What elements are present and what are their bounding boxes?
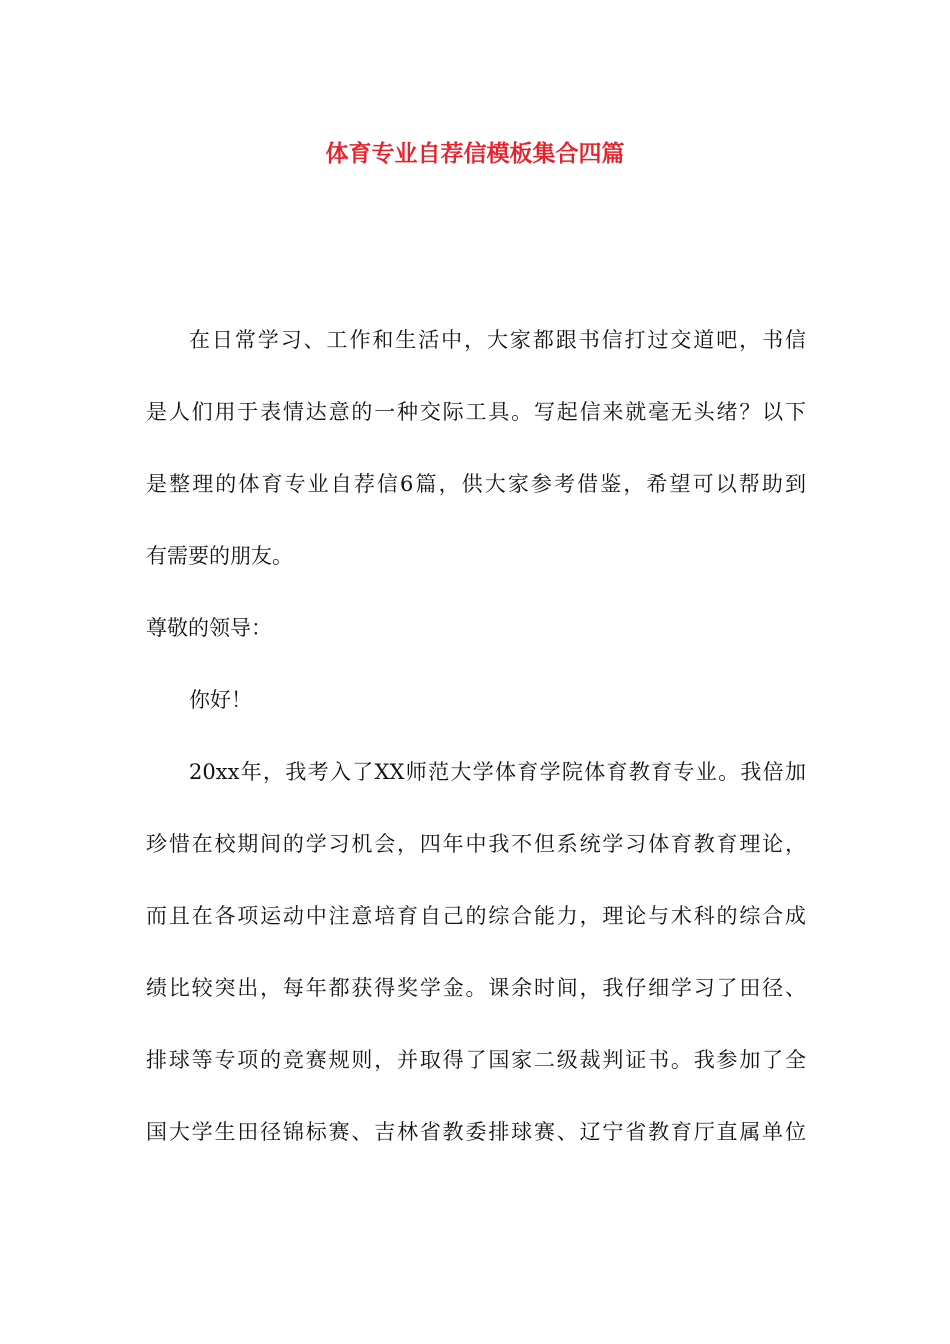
- body-line-3: 是整理的体育专业自荐信6篇，供大家参考借鉴，希望可以帮助到: [146, 472, 806, 496]
- body-line-8: 珍惜在校期间的学习机会，四年中我不但系统学习体育教育理论，: [146, 832, 806, 856]
- salutation: 尊敬的领导：: [146, 616, 272, 640]
- body-line-1: 在日常学习、工作和生活中，大家都跟书信打过交道吧，书信: [189, 328, 806, 352]
- greeting: 你好！: [189, 688, 252, 712]
- body-line-4: 有需要的朋友。: [146, 544, 293, 568]
- body-line-2: 是人们用于表情达意的一种交际工具。写起信来就毫无头绪？以下: [146, 400, 806, 424]
- body-line-12: 国大学生田径锦标赛、吉林省教委排球赛、辽宁省教育厅直属单位: [146, 1120, 806, 1144]
- body-line-7: 20xx年，我考入了XX师范大学体育学院体育教育专业。我倍加: [189, 760, 806, 784]
- body-line-11: 排球等专项的竞赛规则，并取得了国家二级裁判证书。我参加了全: [146, 1048, 806, 1072]
- body-line-10: 绩比较突出，每年都获得奖学金。课余时间，我仔细学习了田径、: [146, 976, 806, 1000]
- body-line-9: 而且在各项运动中注意培育自己的综合能力，理论与术科的综合成: [146, 904, 806, 928]
- document-title: 体育专业自荐信模板集合四篇: [325, 140, 625, 167]
